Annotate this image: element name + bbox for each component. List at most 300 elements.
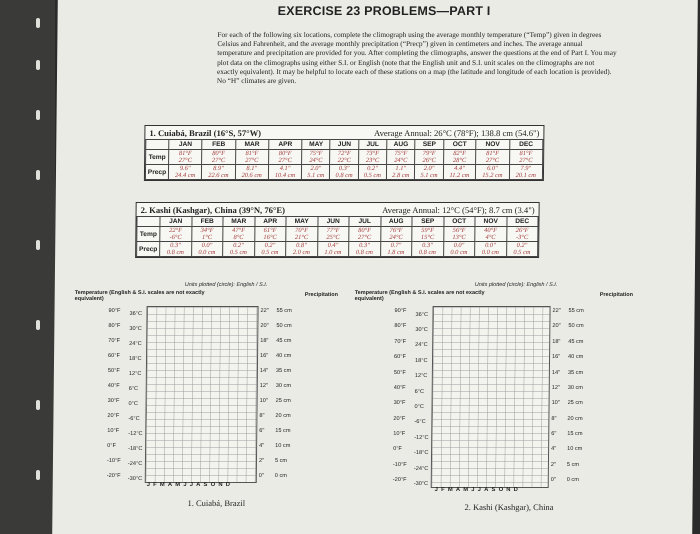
temp-c-tick: 18°C: [414, 357, 428, 364]
month-header: APR: [254, 217, 286, 227]
precp-cm-tick: 40 cm: [276, 352, 292, 359]
precp-in-value: 0.0": [485, 242, 496, 249]
temp-f-tick: 60°F: [108, 352, 120, 359]
precp-cm-value: 20.1 cm: [515, 172, 536, 179]
precp-cm-tick: 0 cm: [566, 477, 579, 484]
precp-in-tick: 10": [259, 397, 268, 404]
temp-c-value: 13°C: [452, 234, 466, 241]
temp-f-value: 77°F: [326, 227, 340, 234]
precp-cell: [160, 242, 192, 257]
temp-c-value: 8°C: [233, 234, 244, 241]
temp-cell: [330, 150, 358, 165]
temp-f-value: 34°F: [200, 227, 214, 234]
precp-cm-value: 0.0 cm: [198, 249, 216, 256]
precp-cm-tick: 55 cm: [276, 308, 292, 314]
precp-cell: [506, 242, 538, 257]
precp-in-value: 0.0": [453, 242, 465, 249]
temp-f-tick: 40°F: [107, 382, 120, 389]
precp-in-value: 9.6": [179, 165, 191, 172]
precp-cm-tick: 15 cm: [567, 431, 583, 438]
precp-in-value: 2.0": [310, 165, 322, 172]
precp-in-tick: 4": [551, 446, 557, 453]
temp-c-tick: -6°C: [128, 416, 140, 423]
precp-in-value: 7.9": [520, 165, 532, 172]
precp-cm-tick: 20 cm: [567, 415, 583, 422]
temp-f-value: 22°F: [169, 227, 183, 234]
precp-cell: [358, 165, 386, 180]
precp-cell: [475, 242, 507, 257]
precp-cm-tick: 25 cm: [275, 397, 291, 404]
month-header: AUG: [380, 217, 412, 227]
precp-cm-tick: 40 cm: [568, 354, 584, 361]
precp-cell: [349, 242, 381, 257]
temp-c-value: 27°C: [278, 157, 292, 164]
precp-in-tick: 14": [551, 369, 561, 376]
temp-c-tick: 24°C: [415, 342, 428, 349]
precp-cm-value: 5.1 cm: [307, 172, 325, 179]
temp-cell: [412, 227, 444, 242]
temp-f-value: 73°F: [366, 150, 380, 157]
temp-f-tick: 0°F: [393, 446, 402, 453]
temp-cell: [223, 227, 255, 242]
precp-cm-tick: 35 cm: [567, 369, 584, 376]
precipitation-axis-label: Precipitation: [599, 292, 634, 298]
temp-c-tick: -12°C: [128, 431, 143, 438]
temp-c-value: 26°C: [422, 157, 436, 164]
temp-c-tick: -24°C: [413, 465, 429, 472]
precp-cm-tick: 15 cm: [275, 427, 291, 434]
temp-f-value: 72°F: [337, 150, 351, 157]
temp-c-tick: 24°C: [129, 341, 142, 348]
temp-c-value: 28°C: [452, 157, 467, 164]
temp-c-tick: 12°C: [414, 373, 428, 380]
temp-c-tick: -12°C: [414, 434, 429, 441]
temp-cell: [169, 150, 202, 165]
corner-cell: [146, 140, 169, 150]
precp-in-tick: 10": [551, 400, 560, 407]
temp-f-tick: 80°F: [394, 323, 407, 330]
climograph-caption: 2. Kashi (Kashgar), China: [464, 502, 554, 512]
location-1-name: 1. Cuiabá, Brazil (16°S, 57°W): [149, 128, 262, 138]
temp-c-tick: 36°C: [129, 311, 143, 318]
temp-c-value: 1°C: [202, 234, 213, 241]
temp-c-value: 27°C: [211, 157, 226, 164]
precipitation-axis-label: Precipitation: [304, 292, 339, 298]
precp-cell: [476, 165, 509, 180]
temp-f-tick: 40°F: [393, 384, 406, 391]
units-header: Units plotted (circle): English / S.I.: [474, 282, 558, 288]
precp-in-tick: 8": [259, 412, 265, 419]
precp-cell: [302, 165, 330, 180]
temp-c-value: 24°C: [389, 234, 403, 241]
precp-cm-tick: 5 cm: [274, 457, 288, 464]
temp-f-tick: -10°F: [392, 461, 407, 468]
precp-in-value: 0.0": [201, 242, 213, 249]
precp-in-tick: 12": [551, 384, 560, 391]
precp-in-value: 8.1": [246, 165, 258, 172]
temp-c-tick: -24°C: [127, 461, 143, 468]
precp-in-value: 0.7": [390, 242, 402, 249]
precp-in-value: 1.1": [395, 165, 407, 172]
precp-in-tick: 14": [259, 367, 269, 374]
precp-cm-value: 10.4 cm: [274, 172, 296, 179]
temp-c-tick: 6°C: [414, 388, 425, 395]
temp-c-value: 24°C: [309, 157, 323, 164]
precp-cell: [286, 242, 318, 257]
precp-in-tick: 2": [550, 461, 557, 468]
binder-hole: [36, 240, 40, 250]
precp-in-tick: 6": [259, 427, 265, 434]
temp-f-value: 40°F: [484, 227, 498, 234]
precp-in-tick: 16": [552, 354, 561, 361]
temp-f-value: 81°F: [519, 150, 533, 157]
temp-f-value: 79°F: [422, 150, 436, 157]
temp-c-tick: 30°C: [415, 327, 428, 334]
precp-cm-value: 1.0 cm: [324, 249, 342, 256]
month-axis: JFMAMJJASOND: [434, 487, 522, 493]
temp-f-tick: 20°F: [107, 412, 120, 419]
temp-f-value: 80°F: [358, 227, 372, 234]
precp-cm-tick: 10 cm: [275, 442, 291, 449]
binder-margin: [0, 0, 55, 534]
temp-f-tick: 30°F: [107, 397, 120, 404]
precp-cell: [415, 165, 443, 180]
temp-c-value: 15°C: [420, 234, 435, 241]
month-header: JUN: [330, 140, 358, 150]
temp-f-value: 70°F: [295, 227, 309, 234]
precp-in-value: 0.4": [327, 242, 339, 249]
precp-cm-value: 0.5 cm: [261, 249, 279, 256]
temp-c-value: -6°C: [169, 234, 182, 241]
precp-cell: [330, 165, 358, 180]
precp-cm-value: 0.8 cm: [335, 172, 353, 179]
precp-cm-tick: 5 cm: [566, 461, 580, 468]
precp-cell: [443, 242, 475, 257]
location-2-annual: Average Annual: 12°C (54°F); 8.7 cm (3.4"): [382, 205, 535, 215]
row-label-precp: Precp: [137, 242, 160, 257]
temp-f-value: 75°F: [309, 150, 323, 157]
climograph-2: [342, 280, 665, 530]
month-header: AUG: [387, 140, 415, 150]
precp-cm-tick: 35 cm: [275, 367, 292, 374]
precp-in-value: 0.3": [338, 165, 350, 172]
plot-grid[interactable]: [431, 306, 551, 488]
temp-c-tick: 6°C: [128, 386, 139, 393]
temp-f-tick: 50°F: [393, 369, 406, 376]
temp-c-tick: 12°C: [128, 371, 142, 378]
precp-cell: [509, 165, 543, 180]
precp-in-tick: 18": [260, 337, 269, 344]
binder-hole: [36, 110, 40, 120]
precp-in-value: 0.2": [233, 242, 244, 249]
precp-cm-tick: 25 cm: [567, 400, 583, 407]
temp-f-value: 80°F: [212, 150, 226, 157]
temp-f-value: 76°F: [389, 227, 403, 234]
temp-c-value: 23°C: [365, 157, 380, 164]
precp-in-tick: 4": [259, 442, 265, 449]
month-header: JUN: [317, 217, 349, 227]
temp-c-value: 27°C: [485, 157, 500, 164]
climograph-1: [72, 280, 375, 530]
month-header: JUL: [349, 217, 381, 227]
precp-in-value: 0.3": [359, 242, 370, 249]
precp-cell: [386, 165, 414, 180]
temp-f-tick: 50°F: [107, 367, 120, 374]
temp-c-tick: 18°C: [129, 356, 142, 363]
month-header: NOV: [475, 217, 507, 227]
binder-hole: [36, 320, 40, 330]
precp-cell: [380, 242, 412, 257]
month-header: MAR: [223, 217, 255, 227]
precp-cm-tick: 50 cm: [276, 322, 292, 329]
precp-cell: [268, 165, 301, 180]
precp-in-tick: 6": [551, 431, 557, 438]
temp-f-tick: 70°F: [108, 337, 121, 344]
precp-in-value: 0.2": [516, 242, 528, 249]
precp-cm-tick: 30 cm: [275, 382, 292, 389]
month-header: FEB: [191, 217, 223, 227]
binder-hole: [36, 400, 40, 410]
precp-cm-value: 2.0 cm: [292, 249, 310, 256]
temp-cell: [286, 227, 318, 242]
temperature-axis-label: Temperature (English & S.I. scales are not exactly equivalent): [354, 290, 485, 302]
precp-cm-tick: 45 cm: [568, 338, 584, 345]
temp-cell: [235, 150, 268, 165]
precp-in-tick: 20": [260, 322, 269, 329]
precp-cell: [202, 165, 235, 180]
binder-hole: [36, 470, 40, 480]
location-1-table: [144, 125, 545, 181]
precp-cm-value: 5.1 cm: [420, 172, 438, 179]
temp-cell: [254, 227, 286, 242]
precp-in-value: 4.1": [279, 165, 291, 172]
precp-in-value: 8.9": [213, 165, 224, 172]
row-label-temp: Temp: [146, 150, 169, 165]
temp-f-tick: -20°F: [106, 472, 121, 479]
temp-f-value: 75°F: [394, 150, 408, 157]
temp-f-tick: 0°F: [107, 442, 116, 449]
corner-cell: [137, 217, 160, 227]
precp-in-tick: 0": [258, 472, 264, 479]
precp-in-value: 0.2": [367, 165, 378, 172]
precp-cm-value: 0.8 cm: [166, 249, 184, 256]
precp-cm-value: 1.8 cm: [387, 249, 405, 256]
precp-in-value: 0.3": [170, 242, 181, 249]
temp-f-tick: 80°F: [108, 322, 121, 329]
precp-in-tick: 0": [550, 477, 556, 484]
temp-cell: [476, 150, 509, 165]
temp-f-value: 80°F: [278, 150, 292, 157]
month-header: SEP: [412, 217, 444, 227]
precp-in-tick: 20": [552, 323, 561, 330]
precp-in-value: 0.8": [296, 242, 307, 249]
temp-c-tick: -18°C: [128, 446, 143, 453]
precp-in-tick: 22": [552, 308, 561, 314]
location-2-name: 2. Kashi (Kashgar), China (39°N, 76°E): [140, 205, 286, 215]
precp-in-value: 0.3": [422, 242, 433, 249]
month-header: FEB: [202, 140, 235, 150]
precp-in-tick: 22": [260, 308, 269, 314]
temp-c-tick: 0°C: [128, 401, 138, 408]
month-header: DEC: [509, 140, 543, 150]
month-header: MAR: [235, 140, 268, 150]
instructions-paragraph: For each of the following six locations, complete the climograph using the average monthly temperature (“Temp”) given in degrees Celsius and Fahrenheit, and the average monthly precipitation (“Precp”) given in centimeters and inches. The average annual temperature and precipitation are provided for you. After completing the climographs, answer the questions at the end of Part I. You may plot data on the climographs using either S.I. or English (note that the English unit and S.I. unit scales on the climographs are not exactly equivalent). It may be helpful to locate each of these stations on a map (the latitude and longitude of each location is provided). No “H” climates are given.: [216, 30, 617, 86]
precp-in-tick: 12": [259, 382, 269, 389]
temp-cell: [387, 150, 415, 165]
temp-c-value: 22°C: [337, 157, 351, 164]
temp-c-value: 27°C: [178, 157, 192, 164]
precp-in-tick: 16": [260, 352, 269, 359]
precp-cell: [168, 165, 201, 180]
month-header: JAN: [160, 217, 192, 227]
temp-c-value: 27°C: [519, 157, 533, 164]
temp-f-tick: 10°F: [107, 427, 120, 434]
temp-cell: [160, 227, 192, 242]
temp-c-value: 27°C: [245, 157, 259, 164]
temp-f-value: 61°F: [263, 227, 277, 234]
row-label-temp: Temp: [137, 227, 160, 242]
month-header: MAY: [302, 140, 330, 150]
temp-f-tick: -10°F: [106, 457, 121, 464]
precp-cm-value: 0.0 cm: [481, 249, 499, 256]
precp-cm-tick: 0 cm: [274, 472, 287, 479]
temp-f-value: 81°F: [486, 150, 500, 157]
binder-hole: [36, 18, 40, 28]
temp-c-value: 24°C: [394, 157, 408, 164]
month-header: DEC: [506, 217, 538, 227]
temp-f-tick: 90°F: [394, 308, 407, 314]
precp-cm-value: 0.5 cm: [229, 249, 247, 256]
precp-cell: [254, 242, 286, 257]
climate-table-1: [145, 139, 543, 180]
temp-cell: [317, 227, 349, 242]
precp-in-value: 6.0": [487, 165, 498, 172]
climograph-caption: 1. Cuiabá, Brazil: [187, 498, 246, 508]
temp-c-tick: -30°C: [413, 480, 429, 487]
month-header: SEP: [415, 140, 443, 150]
temp-f-value: 82°F: [453, 150, 467, 157]
precp-cm-value: 0.8 cm: [355, 249, 373, 256]
temp-f-value: 26°F: [515, 227, 529, 234]
temp-f-value: 81°F: [178, 150, 192, 157]
temp-cell: [268, 150, 301, 165]
temp-c-value: 25°C: [326, 234, 340, 241]
temp-cell: [202, 150, 235, 165]
precp-cm-value: 20.6 cm: [241, 172, 262, 179]
temp-f-tick: 30°F: [393, 400, 406, 407]
units-header: Units plotted (circle): English / S.I.: [184, 282, 268, 288]
month-header: MAY: [286, 217, 318, 227]
precp-cm-tick: 20 cm: [275, 412, 291, 419]
precp-cm-tick: 30 cm: [567, 384, 583, 391]
binder-hole: [36, 170, 40, 180]
precp-cm-value: 11.2 cm: [449, 172, 470, 179]
temp-cell: [475, 227, 507, 242]
precp-cm-value: 24.4 cm: [174, 172, 196, 179]
precp-in-value: 4.4": [454, 165, 465, 172]
precp-cm-tick: 50 cm: [568, 323, 584, 330]
temp-c-tick: -6°C: [414, 419, 426, 426]
temp-f-tick: 10°F: [393, 431, 406, 438]
precp-cm-tick: 45 cm: [276, 337, 292, 344]
temp-f-tick: 20°F: [393, 415, 406, 422]
precp-cm-value: 0.5 cm: [363, 172, 381, 179]
temp-f-tick: -20°F: [392, 477, 407, 484]
temp-c-value: 4°C: [485, 234, 496, 241]
temp-f-value: 47°F: [232, 227, 246, 234]
temp-f-value: 56°F: [452, 227, 466, 234]
temp-c-value: 27°C: [357, 234, 372, 241]
temp-f-tick: 70°F: [394, 338, 407, 345]
temp-cell: [302, 150, 330, 165]
location-2-table: [135, 202, 540, 258]
precp-cm-tick: 10 cm: [567, 446, 583, 453]
precp-cell: [443, 165, 476, 180]
temp-cell: [349, 227, 381, 242]
precp-cell: [235, 165, 268, 180]
temp-cell: [509, 150, 543, 165]
precp-cm-value: 0.5 cm: [513, 249, 531, 256]
precp-cell: [223, 242, 255, 257]
page-title: EXERCISE 23 PROBLEMS—PART I: [277, 4, 491, 18]
temp-c-tick: -30°C: [127, 476, 143, 482]
month-header: OCT: [443, 217, 475, 227]
month-header: JAN: [169, 140, 202, 150]
month-header: OCT: [443, 140, 476, 150]
worksheet-page: [52, 0, 698, 534]
temp-cell: [191, 227, 223, 242]
temp-c-tick: -18°C: [414, 450, 429, 457]
precp-cm-value: 0.0 cm: [450, 249, 468, 256]
location-1-annual: Average Annual: 26°C (78°F); 138.8 cm (54.6"): [373, 128, 540, 138]
plot-grid[interactable]: [145, 306, 259, 483]
temp-f-tick: 90°F: [108, 308, 121, 314]
temp-c-tick: 0°C: [414, 404, 424, 410]
precp-cell: [191, 242, 223, 257]
precp-in-value: 0.2": [264, 242, 276, 249]
temp-cell: [443, 227, 475, 242]
temp-cell: [415, 150, 443, 165]
month-header: JUL: [359, 140, 387, 150]
precp-cm-value: 22.6 cm: [208, 172, 229, 179]
precp-cm-value: 2.8 cm: [392, 172, 410, 179]
temp-f-tick: 60°F: [394, 354, 406, 361]
temp-c-value: -3°C: [515, 234, 529, 241]
month-axis: JFMAMJJASOND: [146, 482, 234, 488]
month-header: APR: [269, 140, 302, 150]
temperature-axis-label: Temperature (English & S.I. scales are not exactly equivalent): [74, 290, 205, 302]
binder-hole: [36, 60, 40, 70]
temp-f-value: 81°F: [245, 150, 259, 157]
precp-in-tick: 8": [551, 415, 557, 422]
precp-cell: [412, 242, 444, 257]
precp-cm-value: 15.2 cm: [482, 172, 503, 179]
temp-c-value: 21°C: [294, 234, 309, 241]
row-label-precp: Precp: [145, 165, 168, 180]
precp-cm-tick: 55 cm: [568, 308, 584, 314]
temp-cell: [358, 150, 386, 165]
temp-cell: [380, 227, 412, 242]
precp-in-value: 2.0": [423, 165, 435, 172]
precp-cell: [317, 242, 349, 257]
precp-cm-value: 0.8 cm: [418, 249, 436, 256]
temp-f-value: 59°F: [421, 227, 435, 234]
temp-c-tick: 36°C: [415, 311, 429, 318]
temp-c-tick: 30°C: [129, 326, 142, 333]
precp-in-tick: 18": [552, 338, 561, 345]
temp-cell: [506, 227, 538, 242]
temp-c-value: 16°C: [263, 234, 277, 241]
